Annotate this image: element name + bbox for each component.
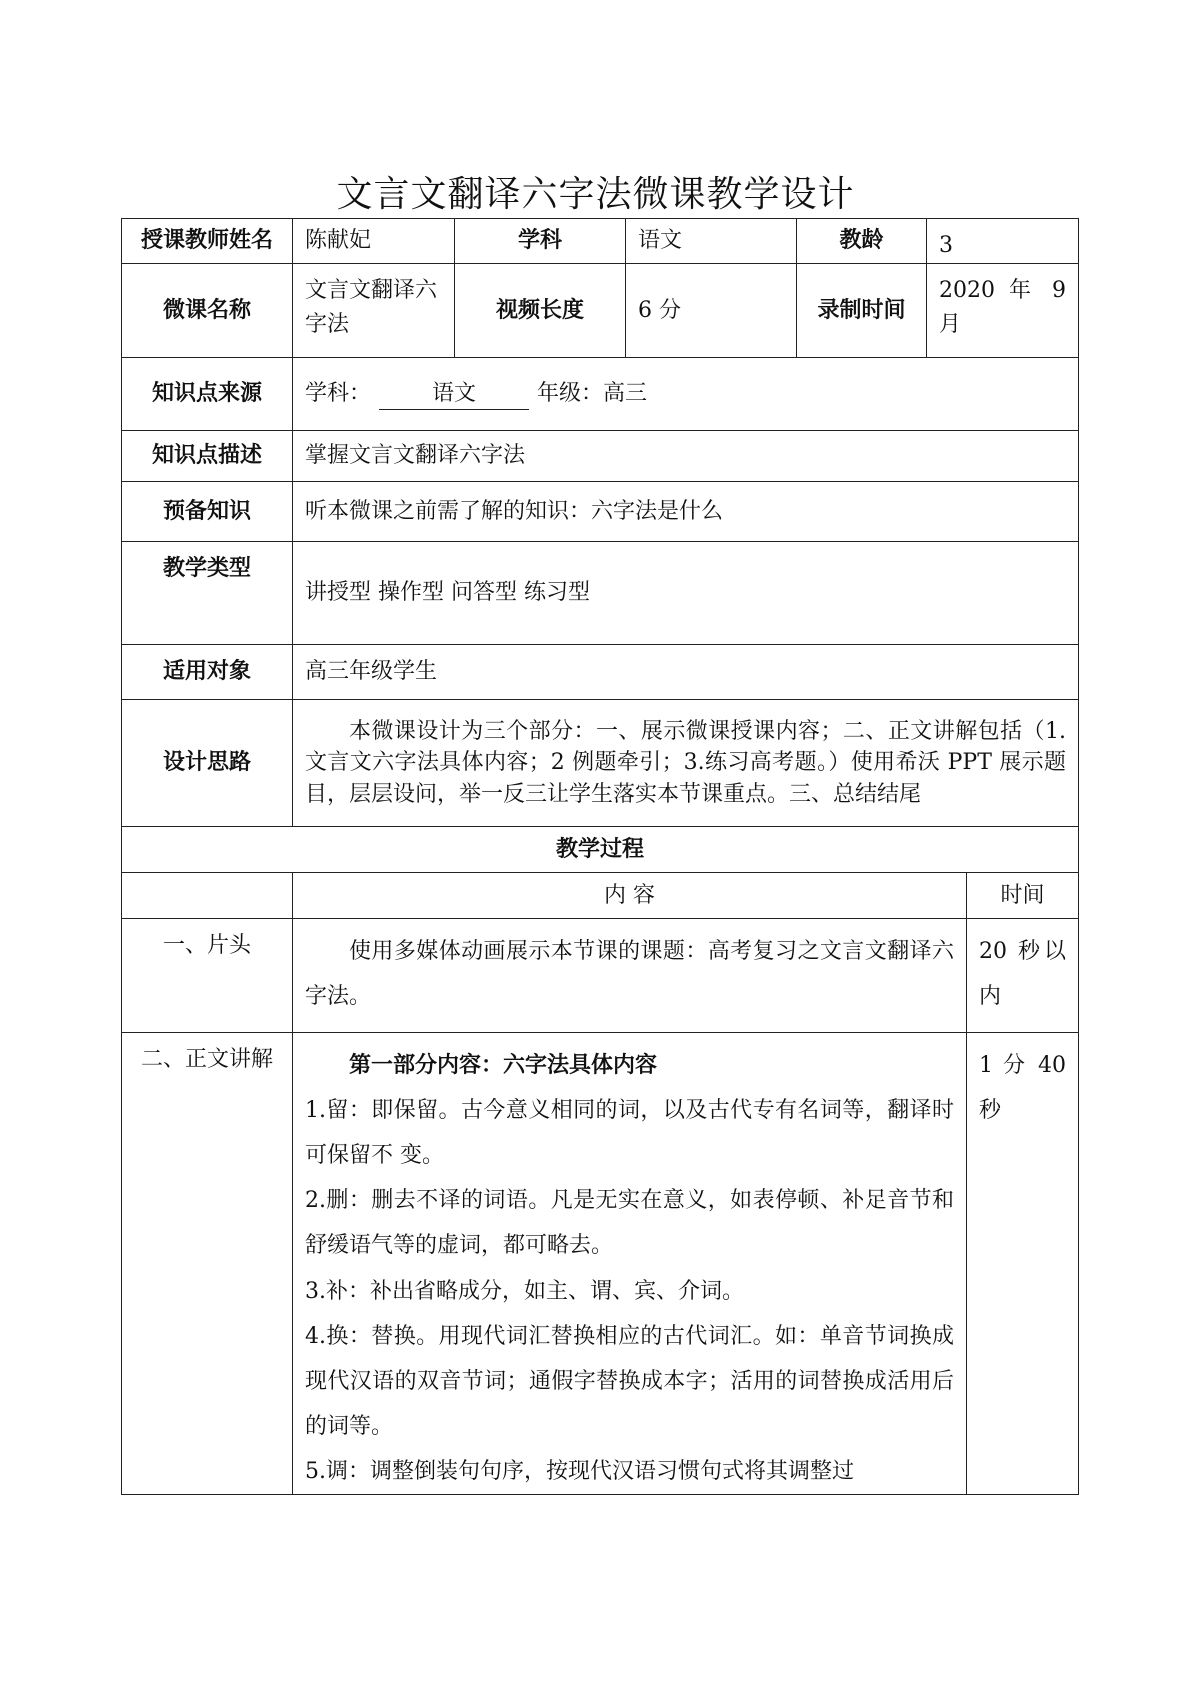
describe-value: 掌握文言文翻译六字法 <box>293 431 1079 482</box>
main-line-5: 5.调：调整倒装句句序，按现代汉语习惯句式将其调整过 <box>305 1458 854 1484</box>
design-label: 设计思路 <box>122 700 293 827</box>
source-label: 知识点来源 <box>122 358 293 431</box>
age-value: 3 <box>927 219 1079 264</box>
intro-content <box>293 919 967 1033</box>
intro-time: 20 秒以内 <box>967 919 1079 1033</box>
teacher-value: 陈献妃 <box>293 219 455 264</box>
section-main: 二、正文讲解 <box>122 1033 293 1495</box>
time-header: 时间 <box>967 873 1079 919</box>
teacher-label: 授课教师姓名 <box>122 219 293 264</box>
record-value: 2020 年 9 月 <box>927 264 1079 358</box>
prereq-label: 预备知识 <box>122 482 293 542</box>
source-subject-prefix: 学科： <box>305 381 372 407</box>
content-header: 内 容 <box>293 873 967 919</box>
prereq-value: 听本微课之前需了解的知识：六字法是什么 <box>293 482 1079 542</box>
process-title: 教学过程 <box>122 827 1079 873</box>
main-heading: 第一部分内容：六字法具体内容 <box>349 1053 658 1079</box>
record-label: 录制时间 <box>797 264 927 358</box>
main-line-2: 2.删：删去不译的词语。凡是无实在意义，如表停顿、补足音节和舒缓语气等的虚词，都可略去。 <box>305 1188 954 1259</box>
describe-label: 知识点描述 <box>122 431 293 482</box>
process-blank-cell <box>122 873 293 919</box>
teach-type-label: 教学类型 <box>122 542 293 645</box>
design-value: 本微课设计为三个部分：一、展示微课授课内容；二、正文讲解包括（1.文言文六字法具体内容；2 例题牵引；3.练习高考题。）使用希沃 PPT 展示题目，层层设问，举一反三让学生落实本节课重点。三、总结结尾 <box>293 700 1079 827</box>
main-line-3: 3.补：补出省略成分，如主、谓、宾、介词。 <box>305 1278 744 1304</box>
age-label: 教龄 <box>797 219 927 264</box>
audience-label: 适用对象 <box>122 645 293 700</box>
source-grade: 年级：高三 <box>537 381 648 407</box>
document-title: 文言文翻译六字法微课教学设计 <box>336 174 855 215</box>
source-cell <box>293 358 1079 431</box>
subject-label: 学科 <box>455 219 626 264</box>
main-line-4: 4.换：替换。用现代词汇替换相应的古代词汇。如：单音节词换成现代汉语的双音节词；通假字替换成本字；活用的词替换成活用后的词等。 <box>305 1323 954 1439</box>
audience-value: 高三年级学生 <box>293 645 1079 700</box>
course-label: 微课名称 <box>122 264 293 358</box>
main-time: 1 分 40 秒 <box>967 1033 1079 1495</box>
main-line-1: 1.留：即保留。古今意义相同的词，以及古代专有名词等，翻译时可保留不 变。 <box>305 1098 954 1169</box>
video-value: 6 分 <box>626 264 797 358</box>
teach-type-value: 讲授型 操作型 问答型 练习型 <box>293 542 1079 645</box>
section-intro: 一、片头 <box>122 919 293 1033</box>
main-content <box>293 1033 967 1495</box>
subject-value: 语文 <box>626 219 797 264</box>
video-label: 视频长度 <box>455 264 626 358</box>
source-subject-value: 语文 <box>379 380 529 410</box>
intro-line: 使用多媒体动画展示本节课的课题：高考复习之文言文翻译六字法。 <box>305 939 954 1010</box>
course-value: 文言文翻译六字法 <box>293 264 455 358</box>
lesson-design-table <box>121 218 1079 1495</box>
